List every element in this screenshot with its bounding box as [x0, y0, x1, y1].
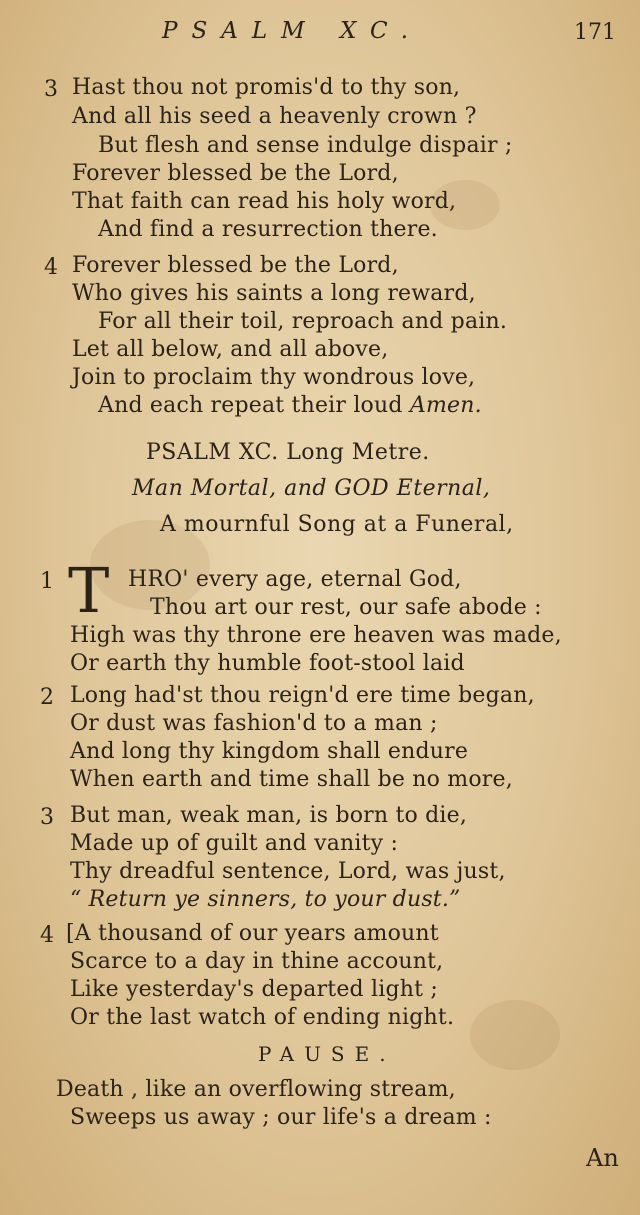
- verse-text: And each repeat their loud: [98, 393, 403, 418]
- verse-line: And find a resurrection there.: [98, 217, 438, 242]
- stanza-number: 4: [44, 255, 58, 280]
- verse-line: Forever blessed be the Lord,: [72, 253, 399, 278]
- verse-line: And all his seed a heavenly crown ?: [72, 104, 477, 129]
- page-number: 171: [574, 20, 616, 45]
- pause-heading: PAUSE.: [258, 1042, 396, 1066]
- verse-line: For all their toil, reproach and pain.: [98, 309, 508, 334]
- stanza-number: 1: [40, 569, 54, 594]
- verse-line: But flesh and sense indulge dispair ;: [98, 133, 513, 158]
- verse-line: Join to proclaim thy wondrous love,: [72, 365, 476, 390]
- verse-line: High was thy throne ere heaven was made,: [70, 623, 562, 648]
- verse-line: Scarce to a day in thine account,: [70, 949, 444, 974]
- drop-cap: T: [68, 554, 110, 627]
- running-header-title: PSALM XC.: [162, 18, 423, 44]
- verse-line: Forever blessed be the Lord,: [72, 161, 399, 186]
- verse-line: When earth and time shall be no more,: [70, 767, 513, 792]
- verse-line: Or dust was fashion'd to a man ;: [70, 711, 438, 736]
- verse-line: Sweeps us away ; our life's a dream :: [70, 1105, 492, 1130]
- stanza-number: 2: [40, 685, 54, 710]
- verse-line: Let all below, and all above,: [72, 337, 389, 362]
- verse-line: Or earth thy humble foot-stool laid: [70, 651, 465, 676]
- amen-word: Amen.: [409, 393, 482, 418]
- verse-line: Thou art our rest, our safe abode :: [150, 595, 542, 620]
- psalm-heading-caption: A mournful Song at a Funeral,: [160, 512, 514, 537]
- verse-line: Long had'st thou reign'd ere time began,: [70, 683, 535, 708]
- verse-line: That faith can read his holy word,: [72, 189, 457, 214]
- stanza-number: 3: [44, 77, 58, 102]
- verse-line: Made up of guilt and vanity :: [70, 831, 399, 856]
- verse-line: “ Return ye sinners, to your dust.”: [70, 887, 461, 912]
- verse-line: Who gives his saints a long reward,: [72, 281, 476, 306]
- stanza-number: 3: [40, 805, 54, 830]
- verse-line: Death , like an overflowing stream,: [56, 1077, 456, 1102]
- verse-line: [A thousand of our years amount: [66, 921, 439, 946]
- catchword: An: [586, 1144, 619, 1172]
- verse-line: Like yesterday's departed light ;: [70, 977, 438, 1002]
- verse-line-final: [98, 392, 482, 420]
- verse-line: And long thy kingdom shall endure: [70, 739, 469, 764]
- verse-line: Or the last watch of ending night.: [70, 1005, 455, 1030]
- psalm-heading-subtitle: Man Mortal, and GOD Eternal,: [132, 476, 491, 501]
- stanza-number: 4: [40, 923, 54, 948]
- paper-stain: [470, 1000, 560, 1070]
- psalm-heading-title: PSALM XC. Long Metre.: [146, 440, 430, 465]
- verse-line: HRO' every age, eternal God,: [128, 567, 462, 592]
- verse-line: Thy dreadful sentence, Lord, was just,: [70, 859, 506, 884]
- verse-line: Hast thou not promis'd to thy son,: [72, 75, 461, 100]
- verse-line: But man, weak man, is born to die,: [70, 803, 468, 828]
